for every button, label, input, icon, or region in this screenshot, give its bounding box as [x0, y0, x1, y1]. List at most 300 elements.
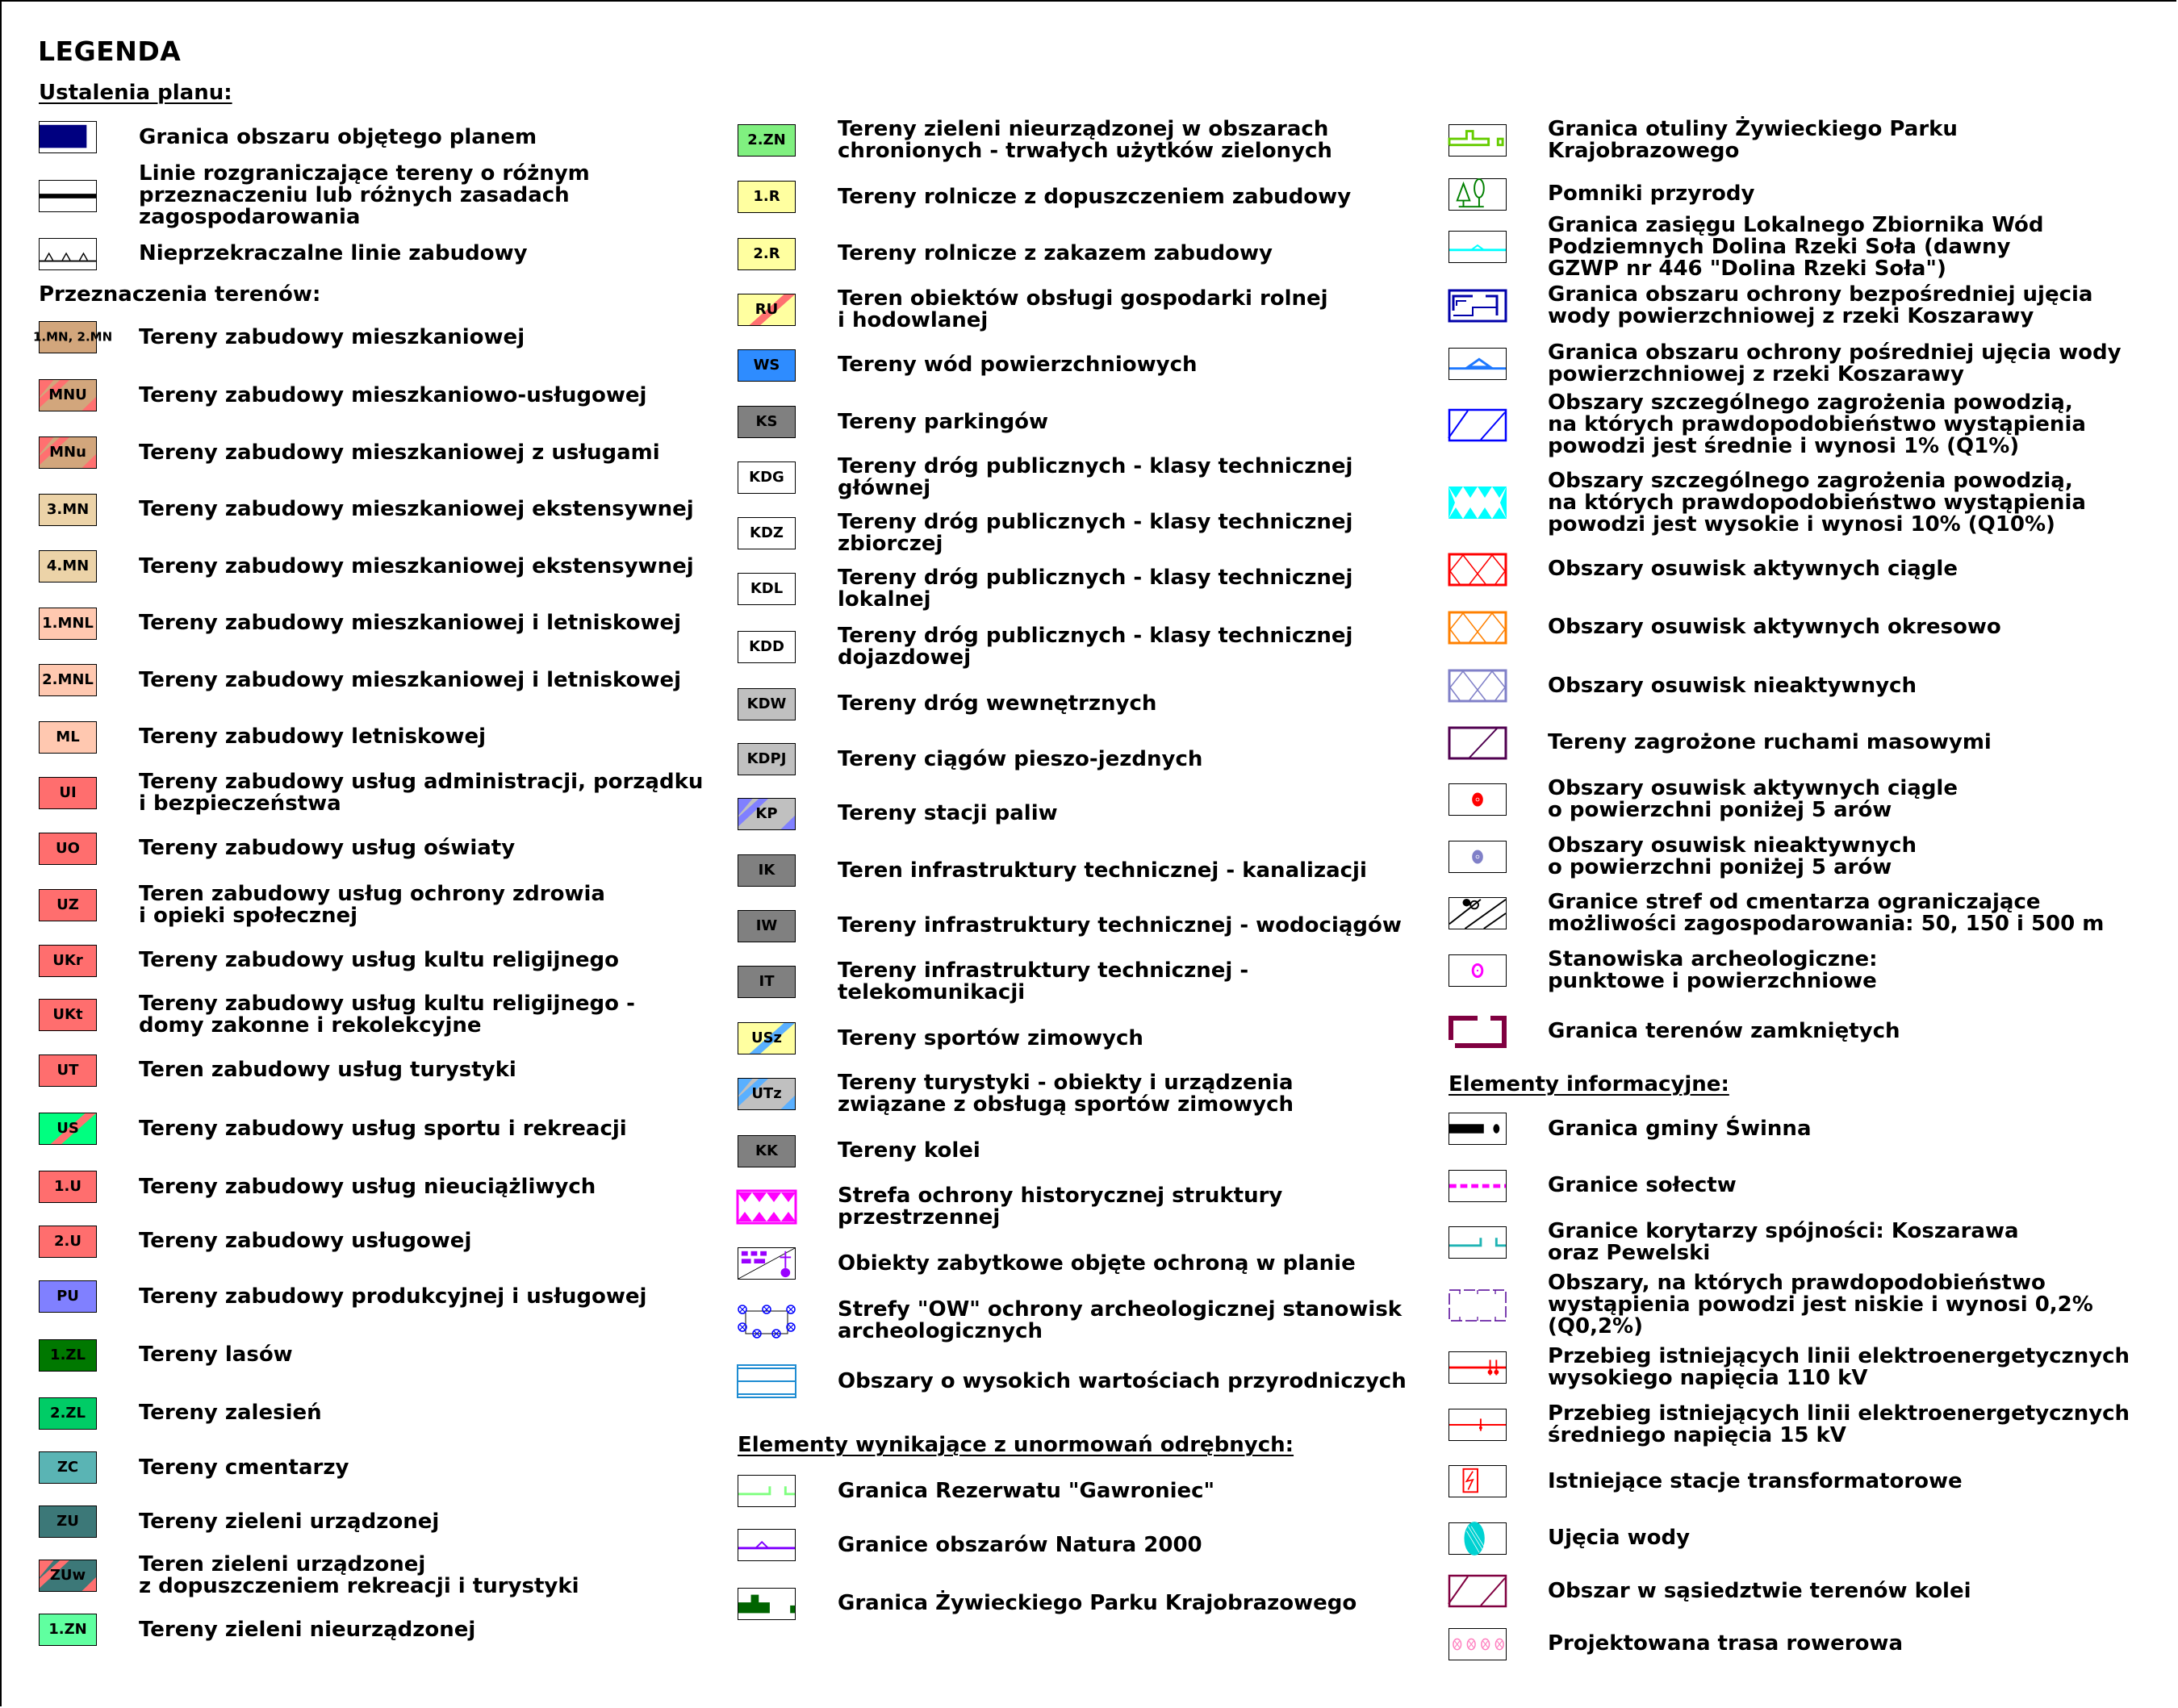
section-heading: Przeznaczenia terenów: [39, 282, 321, 307]
landscape-park-icon [738, 1588, 796, 1620]
legend-item-label [1548, 1175, 1737, 1196]
legend-item-label [1548, 116, 1958, 163]
zone-code: KDL [750, 579, 784, 597]
label-line: Tereny zalesień [139, 1401, 322, 1426]
municipality-boundary-icon [1449, 1113, 1506, 1144]
section-heading: Elementy informacyjne: [1449, 1071, 1729, 1096]
label-line: Tereny stacji paliw [838, 801, 1058, 825]
label-line: o powierzchni poniżej 5 arów [1548, 854, 1892, 879]
zone-swatch [39, 1054, 97, 1087]
label-line: Granica otuliny Żywieckiego Parku [1548, 116, 1958, 141]
label-line: Obszar w sąsiedztwie terenów kolei [1548, 1578, 1971, 1603]
legend-title: LEGENDA [38, 35, 182, 67]
legend-item-label [838, 456, 1352, 499]
label-line: Podziemnych Dolina Rzeki Soła (dawny [1548, 234, 2011, 259]
label-line: Tereny dróg wewnętrznych [838, 691, 1157, 716]
water-intake-icon [1449, 1522, 1507, 1555]
label-line: Granica zasięgu Lokalnego Zbiornika Wód [1548, 212, 2044, 237]
zone-swatch [738, 1022, 796, 1054]
label-line: wystąpienia powodzi jest niskie i wynosi 0,2% [1548, 1292, 2093, 1318]
label-line: Tereny dróg publicznych - klasy technicznej [838, 565, 1353, 590]
zone-code: 1.ZL [50, 1346, 86, 1363]
zone-swatch [39, 379, 97, 411]
zone-code: UKr [52, 951, 83, 969]
label-line: i hodowlanej [838, 307, 989, 332]
zone-swatch [738, 124, 796, 157]
label-line: Obszary osuwisk aktywnych ciągle [1548, 776, 1958, 801]
legend-item-label [139, 499, 694, 520]
zone-swatch [39, 1339, 97, 1372]
legend-item-label [1548, 183, 1754, 205]
zone-swatch [39, 1505, 97, 1538]
zone-code: USz [750, 1029, 783, 1047]
landscape-park-icon [738, 1589, 795, 1619]
small-landslide-active-icon [1449, 784, 1506, 815]
label-line: Tereny parkingów [838, 409, 1049, 434]
zone-swatch [39, 945, 97, 977]
zone-swatch [39, 889, 97, 921]
label-line: Teren zieleni urządzonej [139, 1552, 426, 1577]
zone-code: KDG [749, 469, 784, 487]
zone-code: MNU [48, 386, 87, 404]
legend-item-label [139, 993, 635, 1037]
flood-q1-icon [1449, 409, 1507, 441]
label-line: Granica gminy Świnna [1548, 1116, 1812, 1141]
zone-code: 1.ZN [48, 1621, 87, 1639]
legend-item-label [1548, 284, 2092, 328]
legend-item-label [838, 1025, 1143, 1050]
label-line: Obszary, na których prawdopodobieństwo [1548, 1271, 2046, 1296]
legend-item-label [1548, 1468, 1963, 1493]
legend-item-label [838, 1072, 1294, 1116]
label-line: Tereny zabudowy mieszkaniowej [139, 324, 525, 349]
legend-item-label [139, 883, 605, 927]
village-boundary-icon [1449, 1170, 1507, 1202]
tree-icon [1449, 178, 1507, 211]
dividing-line-icon [39, 180, 97, 212]
legend-item-label [139, 124, 537, 149]
cemetery-zone-icon [1449, 897, 1507, 929]
legend-item-label [139, 382, 647, 407]
label-line: Tereny kolei [838, 1138, 980, 1163]
label-line: Obszary osuwisk aktywnych ciągle [1548, 557, 1958, 582]
park-buffer-icon [1449, 125, 1506, 156]
label-line: Tereny zabudowy letniskowej [139, 725, 487, 750]
label-line: Ujęcia wody [1548, 1526, 1691, 1551]
label-line: Tereny zagrożone ruchami masowymi [1548, 730, 1992, 755]
legend-item-label [1548, 1021, 1900, 1042]
zone-swatch [39, 1226, 97, 1258]
label-line: GZWP nr 446 "Dolina Rzeki Soła") [1548, 256, 1946, 281]
monument-icon [738, 1247, 796, 1280]
label-line: Tereny zabudowy usług kultu religijnego - [139, 992, 635, 1017]
legend-item-label [139, 163, 590, 228]
corridor-icon [1449, 1226, 1507, 1259]
label-line: powodzi jest wysokie i wynosi 10% (Q10%) [1548, 512, 2055, 537]
zone-swatch [738, 238, 796, 270]
label-line: zagospodarowania [139, 205, 361, 230]
legend-item-label [838, 1185, 1282, 1229]
zone-code: KDW [746, 695, 787, 712]
label-line: średniego napięcia 15 kV [1548, 1422, 1846, 1447]
zone-swatch [39, 608, 97, 640]
zone-swatch [39, 833, 97, 865]
legend-item-label [838, 1253, 1356, 1275]
aquifer-boundary-icon [1449, 231, 1507, 263]
landslide-periodic-icon [1449, 612, 1507, 644]
landslide-inactive-icon [1449, 670, 1507, 702]
small-landslide-inactive-icon [1449, 841, 1507, 873]
label-line: (Q0,2%) [1548, 1314, 1643, 1339]
label-line: Obszary szczególnego zagrożenia powodzią, [1548, 468, 2073, 493]
legend-item-label [838, 860, 1367, 882]
zone-code: KS [755, 413, 778, 431]
zone-swatch [39, 1560, 97, 1592]
nature-value-icon [738, 1365, 796, 1397]
label-line: Tereny zabudowy mieszkaniowej ekstensywnej [139, 553, 694, 578]
zone-swatch [738, 461, 796, 494]
zone-code: UTz [751, 1085, 782, 1103]
natura2000-icon [738, 1529, 796, 1561]
legend-item-label [838, 1299, 1402, 1343]
legend-item-label [1548, 1527, 1690, 1549]
label-line: Tereny dróg publicznych - klasy technicznej [838, 454, 1353, 479]
transformer-icon [1449, 1466, 1506, 1497]
label-line: Granica Żywieckiego Parku Krajobrazowego [838, 1591, 1357, 1616]
legend-item-label [139, 1619, 475, 1641]
zone-code: 1.U [54, 1178, 82, 1196]
flood-q1-icon [1449, 409, 1507, 441]
bike-route-icon [1449, 1629, 1506, 1660]
zone-swatch [39, 1451, 97, 1484]
label-line: Tereny rolnicze z zakazem zabudowy [838, 241, 1273, 266]
legend-item-label [838, 288, 1328, 332]
indirect-protection-icon [1449, 348, 1507, 380]
label-line: Obszary szczególnego zagrożenia powodzią, [1548, 390, 2073, 416]
zone-swatch [39, 721, 97, 754]
legend-item-label [838, 960, 1248, 1004]
zone-swatch [738, 406, 796, 438]
zone-code: KDPJ [746, 750, 787, 768]
zone-swatch [39, 1614, 97, 1646]
zone-code: 2.ZL [50, 1404, 86, 1422]
label-line: Teren zabudowy usług turystyki [139, 1058, 516, 1083]
label-line: Istniejące stacje transformatorowe [1548, 1468, 1963, 1493]
legend-item-label [139, 1344, 293, 1366]
legend-item-label [139, 324, 525, 349]
zone-code: IW [755, 917, 778, 934]
legend-item-label [838, 1532, 1202, 1557]
legend-item-label [1548, 675, 1917, 697]
power-line-15kv-icon [1449, 1409, 1506, 1440]
label-line: Tereny rolnicze z dopuszczeniem zabudowy [838, 184, 1352, 209]
label-line: Stanowiska archeologiczne: [1548, 946, 1878, 971]
label-line: Tereny zabudowy usług nieuciążliwych [139, 1174, 596, 1199]
reserve-boundary-icon [738, 1475, 796, 1507]
label-line: z dopuszczeniem rekreacji i turystyki [139, 1574, 579, 1599]
zone-code: 2.ZN [747, 131, 786, 148]
corridor-icon [1449, 1227, 1506, 1258]
legend-item-label [139, 442, 660, 464]
village-boundary-icon [1449, 1171, 1506, 1201]
label-line: Przebieg istniejących linii elektroenergetycznych [1548, 1344, 2130, 1369]
legend-item-label [838, 1593, 1357, 1614]
zone-code: IT [759, 972, 775, 990]
legend-item-label [1548, 1118, 1812, 1140]
label-line: Pomniki przyrody [1548, 182, 1755, 207]
label-line: Granice obszarów Natura 2000 [838, 1532, 1202, 1557]
legend-item-label [1548, 616, 2001, 638]
label-line: Przebieg istniejących linii elektroenergetycznych [1548, 1401, 2130, 1426]
flood-q02-icon [1449, 1289, 1507, 1322]
label-line: Tereny zabudowy produkcyjnej i usługowej [139, 1284, 647, 1309]
legend-item-label [139, 950, 619, 971]
transformer-icon [1449, 1465, 1507, 1497]
legend-item-label [838, 915, 1402, 937]
zone-swatch [738, 966, 796, 998]
legend-item-label [139, 667, 682, 692]
label-line: Projektowana trasa rowerowa [1548, 1631, 1903, 1656]
legend-item-label [838, 411, 1048, 433]
label-line: Granica Rezerwatu "Gawroniec" [838, 1478, 1215, 1503]
zone-swatch [738, 517, 796, 549]
label-line: związane z obsługą sportów zimowych [838, 1092, 1294, 1117]
label-line: telekomunikacji [838, 979, 1026, 1004]
zone-swatch [738, 910, 796, 942]
label-line: Nieprzekraczalne linie zabudowy [139, 241, 528, 266]
label-line: Granice stref od cmentarza ograniczające [1548, 890, 2041, 915]
mass-movement-icon [1449, 727, 1507, 759]
legend-item-label [139, 1554, 579, 1597]
legend-item-label [139, 726, 486, 748]
archaeology-zone-icon [738, 1305, 796, 1337]
landslide-active-icon [1449, 553, 1507, 586]
label-line: Tereny zabudowy usługowej [139, 1229, 472, 1254]
zone-swatch [738, 573, 796, 605]
label-line: powodzi jest średnie i wynosi 1% (Q1%) [1548, 434, 2020, 459]
zone-swatch [738, 181, 796, 213]
direct-protection-icon [1449, 290, 1507, 322]
flood-q10-icon [1449, 487, 1507, 519]
legend-item-label [1548, 1403, 2130, 1447]
zone-code: US [56, 1120, 79, 1138]
zone-code: 1.MNL [42, 614, 94, 632]
label-line: punktowe i powierzchniowe [1548, 968, 1877, 993]
zone-code: 2.MNL [42, 671, 94, 689]
legend-item-label [139, 1511, 439, 1533]
legend-item-label [1548, 892, 2104, 935]
rail-neighbourhood-icon [1449, 1575, 1507, 1607]
label-line: Tereny infrastruktury technicznej - [838, 958, 1249, 983]
zone-swatch [738, 349, 796, 382]
legend-item-label [838, 509, 1353, 556]
flood-q10-icon [1449, 487, 1507, 519]
label-line: Tereny dróg publicznych - klasy technicznej [838, 623, 1353, 648]
cemetery-zone-icon [1449, 898, 1506, 929]
zone-swatch [39, 777, 97, 809]
label-line: Granica obszaru ochrony bezpośredniej ujęcia [1548, 282, 2093, 307]
label-line: Strefa ochrony historycznej struktury [838, 1183, 1283, 1208]
zone-code: UO [56, 839, 80, 857]
zone-code: KDZ [750, 524, 784, 541]
zone-swatch [39, 1397, 97, 1430]
zone-code: MNu [49, 444, 86, 461]
label-line: Obszary osuwisk nieaktywnych [1548, 833, 1917, 858]
power-line-110kv-icon [1449, 1352, 1506, 1383]
zone-swatch [39, 436, 97, 469]
zone-swatch [39, 664, 97, 696]
zone-swatch [39, 550, 97, 583]
legend-item-label [139, 612, 681, 634]
legend-item-label [1548, 1578, 1971, 1603]
legend-item-label [1548, 558, 1958, 580]
legend-item-label [139, 1059, 516, 1081]
legend-item-label [139, 1457, 349, 1479]
legend-item-label [838, 803, 1058, 825]
mass-movement-icon [1449, 727, 1507, 759]
label-line: dojazdowej [838, 645, 972, 670]
building-line-icon [40, 239, 96, 269]
label-line: Granica obszaru objętego planem [139, 124, 537, 149]
label-line: Tereny lasów [139, 1343, 293, 1368]
label-line: powierzchniowej z rzeki Koszarawy [1548, 361, 1964, 386]
building-line-icon [39, 238, 97, 270]
zone-swatch [738, 1078, 796, 1110]
zone-code: 3.MN [46, 500, 90, 518]
legend-item-label [838, 1480, 1214, 1502]
zone-code: UZ [56, 896, 79, 914]
label-line: Obiekty zabytkowe objęte ochroną w planie [838, 1251, 1356, 1276]
zone-swatch [738, 854, 796, 887]
label-line: domy zakonne i rekolekcyjne [139, 1013, 482, 1038]
label-line: wody powierzchniowej z rzeki Koszarawy [1548, 303, 2034, 328]
label-line: Tereny zabudowy mieszkaniowej i letniskowej [139, 611, 682, 636]
label-line: Krajobrazowego [1548, 138, 1740, 163]
label-line: Granice korytarzy spójności: Koszarawa [1548, 1219, 2019, 1244]
legend-item-label [838, 186, 1351, 208]
legend-item-label [838, 243, 1273, 265]
label-line: Tereny zabudowy usług sportu i rekreacji [139, 1116, 627, 1141]
water-intake-icon [1449, 1523, 1506, 1554]
zone-code: ML [56, 728, 80, 745]
zone-code: RU [755, 300, 779, 318]
natura2000-icon [738, 1530, 795, 1560]
archaeological-site-icon [1449, 954, 1507, 987]
label-line: przeznaczeniu lub różnych zasadach [139, 183, 570, 208]
legend-item-label [1548, 1346, 2130, 1389]
label-line: Tereny zabudowy usług oświaty [139, 836, 516, 861]
legend-item-label [139, 837, 515, 859]
label-line: Tereny zieleni nieurządzonej w obszarach [838, 116, 1329, 141]
legend-item-label [139, 771, 703, 815]
label-line: Tereny zabudowy mieszkaniowej z usługami [139, 440, 660, 465]
label-line: Teren infrastruktury technicznej - kanalizacji [838, 858, 1367, 883]
zone-swatch [738, 1135, 796, 1167]
zone-code: ZUw [49, 1567, 86, 1585]
bike-route-icon [1449, 1628, 1507, 1660]
archaeological-site-icon [1449, 955, 1506, 986]
landslide-periodic-icon [1449, 612, 1507, 644]
legend-item-label [139, 1118, 627, 1140]
legend-item-label [1548, 946, 1878, 993]
section-heading: Ustalenia planu: [39, 81, 232, 106]
zone-swatch [738, 743, 796, 775]
legend-item-label [838, 116, 1332, 163]
label-line: Obszary osuwisk nieaktywnych [1548, 673, 1917, 698]
small-landslide-active-icon [1449, 783, 1507, 816]
direct-protection-icon [1449, 290, 1507, 322]
label-line: możliwości zagospodarowania: 50, 150 i 500 m [1548, 912, 2105, 937]
zone-swatch [39, 999, 97, 1031]
legend-item-label [838, 625, 1352, 669]
legend-item-label [838, 567, 1352, 611]
legend-item-label [838, 1140, 980, 1162]
zone-code: UT [56, 1061, 79, 1079]
historic-zone-icon [738, 1191, 796, 1223]
label-line: Tereny zabudowy usług kultu religijnego [139, 948, 620, 973]
label-line: wysokiego napięcia 110 kV [1548, 1366, 1868, 1391]
legend-item-label [1548, 835, 1917, 879]
label-line: zbiorczej [838, 531, 943, 556]
legend-item-label [838, 693, 1156, 715]
small-landslide-inactive-icon [1449, 841, 1506, 872]
zone-code: UI [59, 783, 77, 801]
legend-item-label [139, 1286, 646, 1308]
zone-code: UKt [52, 1006, 83, 1024]
section-heading: Elementy wynikające z unormowań odrębnych: [738, 1433, 1294, 1458]
rail-neighbourhood-icon [1449, 1575, 1507, 1607]
zone-code: KDD [749, 637, 784, 655]
landslide-inactive-icon [1449, 670, 1507, 702]
zone-code: 1.MN, 2.MN [33, 329, 113, 345]
flood-q02-icon [1449, 1289, 1507, 1322]
legend-item-label [1548, 1221, 2019, 1264]
legend-item-label [1548, 392, 2086, 457]
zone-code: ZU [56, 1513, 79, 1531]
zone-swatch [738, 294, 796, 326]
closed-area-icon [1449, 1016, 1507, 1048]
label-line: lokalnej [838, 587, 931, 612]
label-line: i bezpieczeństwa [139, 791, 341, 816]
zone-swatch [39, 494, 97, 526]
closed-area-icon [1449, 1016, 1507, 1048]
label-line: Tereny infrastruktury technicznej - wodociągów [838, 913, 1402, 938]
label-line: Tereny sportów zimowych [838, 1025, 1143, 1050]
monument-icon [738, 1248, 795, 1279]
label-line: przestrzennej [838, 1205, 1001, 1230]
zone-code: PU [56, 1288, 79, 1305]
zone-code: KK [755, 1142, 778, 1159]
zone-swatch [39, 1113, 97, 1145]
label-line: na których prawdopodobieństwo wystąpienia [1548, 412, 2086, 437]
historic-zone-icon [738, 1191, 796, 1223]
legend-item-label [1548, 342, 2122, 386]
label-line: Tereny zabudowy mieszkaniowej i letniskowej [139, 667, 682, 692]
label-line: na których prawdopodobieństwo wystąpienia [1548, 490, 2086, 515]
legend-item-label [139, 553, 694, 578]
legend-item-label [838, 354, 1198, 376]
legend-item-label [1548, 212, 2044, 281]
zone-swatch [39, 1280, 97, 1313]
label-line: chronionych - trwałych użytków zielonych [838, 138, 1332, 163]
label-line: Tereny wód powierzchniowych [838, 353, 1198, 378]
legend-item-label [1548, 732, 1992, 754]
legend-item-label [1548, 1633, 1903, 1655]
label-line: Granice sołectw [1548, 1173, 1737, 1198]
label-line: Teren zabudowy usług ochrony zdrowia [139, 882, 605, 907]
label-line: Granica obszaru ochrony pośredniej ujęcia wody [1548, 340, 2122, 365]
zone-code: 2.U [54, 1232, 82, 1250]
